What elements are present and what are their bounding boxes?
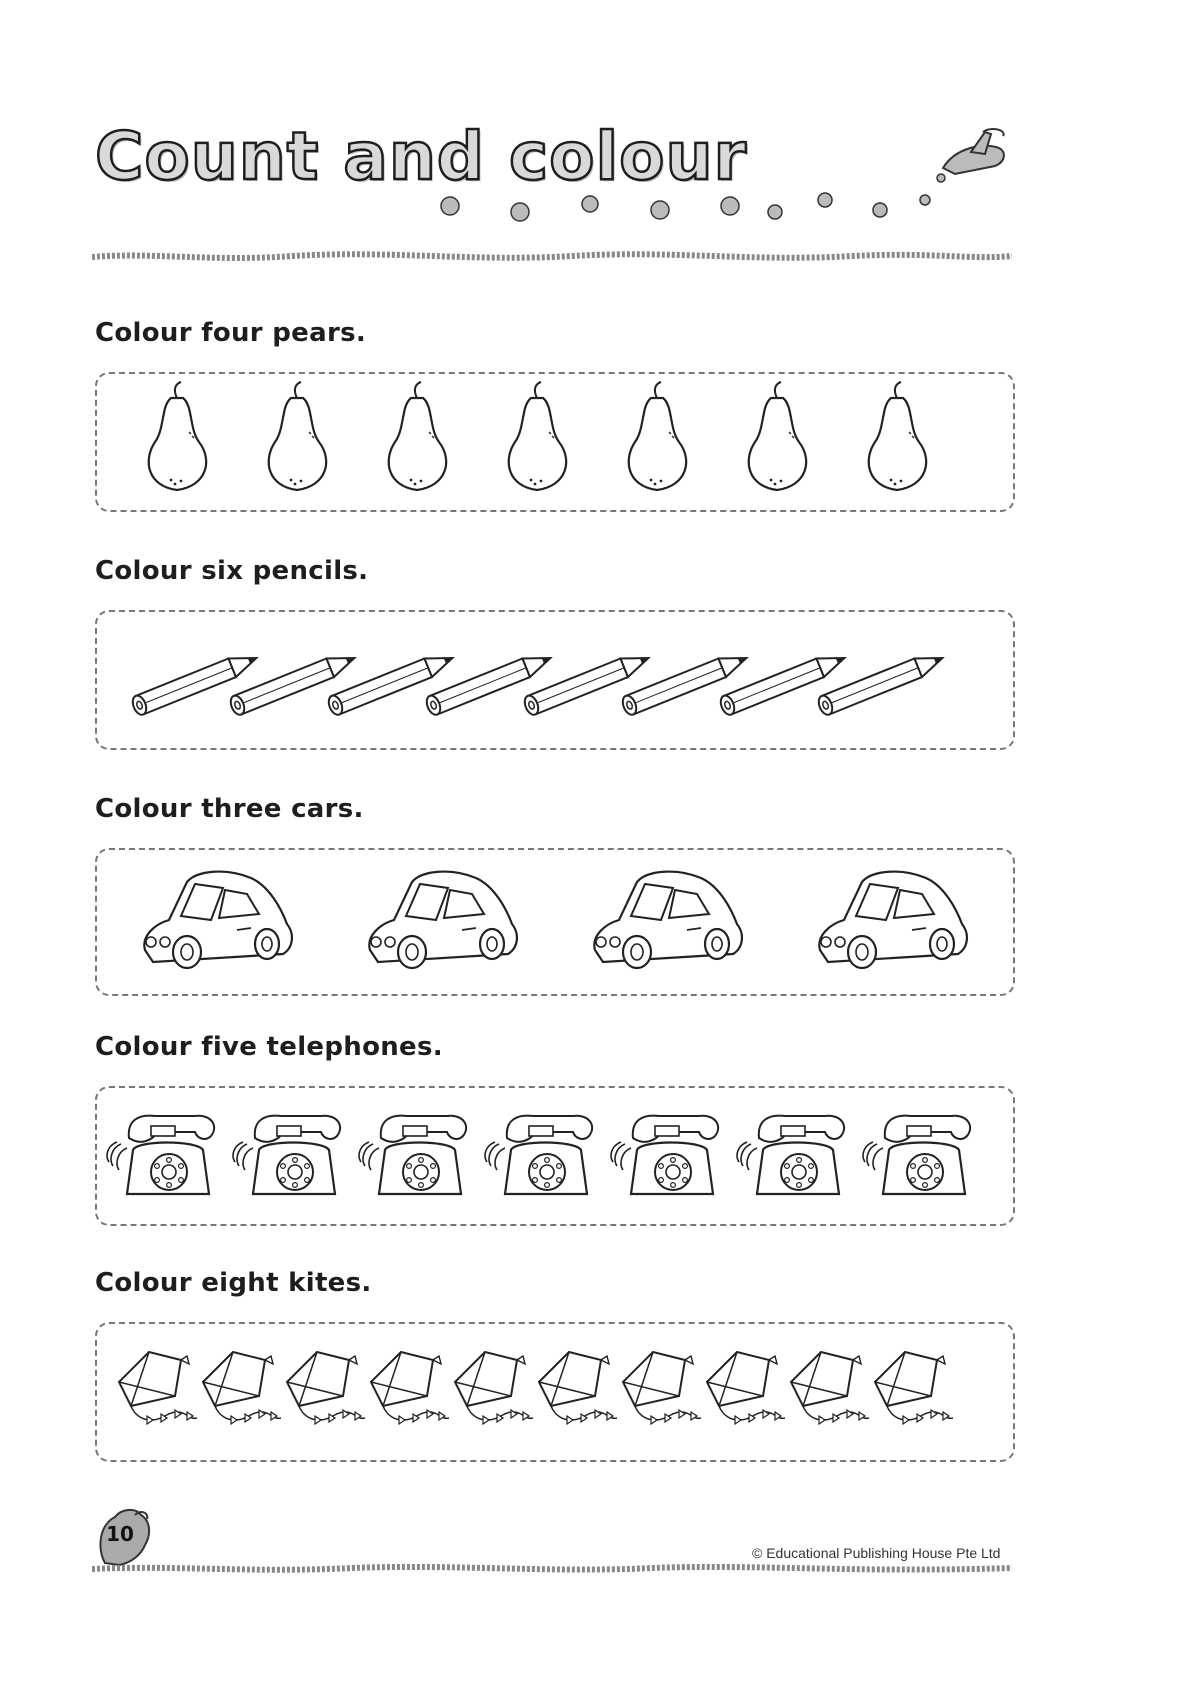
instruction-cars: Colour three cars.	[95, 794, 364, 824]
instruction-kites: Colour eight kites.	[95, 1268, 372, 1298]
instruction-telephones: Colour five telephones.	[95, 1032, 443, 1062]
pear-row-frame	[95, 372, 1015, 512]
header-divider	[92, 250, 1012, 264]
instruction-pears: Colour four pears.	[95, 318, 367, 348]
kite-icon[interactable]	[287, 1352, 365, 1424]
flower-trail-decoration	[430, 190, 950, 230]
telephone-row-frame	[95, 1086, 1015, 1226]
car-row-frame	[95, 848, 1015, 996]
kite-icon[interactable]	[707, 1352, 785, 1424]
telephone-icon[interactable]	[107, 1116, 214, 1194]
telephone-icon[interactable]	[485, 1116, 592, 1194]
car-icon[interactable]	[369, 872, 517, 968]
telephone-icon[interactable]	[611, 1116, 718, 1194]
car-icon[interactable]	[819, 872, 967, 968]
pencil-row-frame	[95, 610, 1015, 750]
page-title: Count and colour	[95, 118, 747, 195]
pear-icon[interactable]	[869, 382, 926, 490]
car-icon[interactable]	[594, 872, 742, 968]
airplane-icon	[935, 128, 1015, 188]
kite-icon[interactable]	[455, 1352, 533, 1424]
kite-icon[interactable]	[119, 1352, 197, 1424]
telephone-icon[interactable]	[737, 1116, 844, 1194]
pear-icon[interactable]	[149, 382, 206, 490]
kite-icon[interactable]	[875, 1352, 953, 1424]
pear-icon[interactable]	[509, 382, 566, 490]
kite-icon[interactable]	[371, 1352, 449, 1424]
pear-icon[interactable]	[389, 382, 446, 490]
telephone-icon[interactable]	[863, 1116, 970, 1194]
footer-divider	[92, 1563, 1012, 1575]
pear-icon[interactable]	[629, 382, 686, 490]
car-icon[interactable]	[144, 872, 292, 968]
kite-icon[interactable]	[203, 1352, 281, 1424]
telephone-icon[interactable]	[359, 1116, 466, 1194]
page-number: 10	[106, 1522, 134, 1546]
kite-icon[interactable]	[623, 1352, 701, 1424]
instruction-pencils: Colour six pencils.	[95, 556, 369, 586]
kite-icon[interactable]	[539, 1352, 617, 1424]
copyright-notice: © Educational Publishing House Pte Ltd	[752, 1545, 1001, 1561]
pear-icon[interactable]	[269, 382, 326, 490]
telephone-icon[interactable]	[233, 1116, 340, 1194]
pear-icon[interactable]	[749, 382, 806, 490]
kite-row-frame	[95, 1322, 1015, 1462]
kite-icon[interactable]	[791, 1352, 869, 1424]
